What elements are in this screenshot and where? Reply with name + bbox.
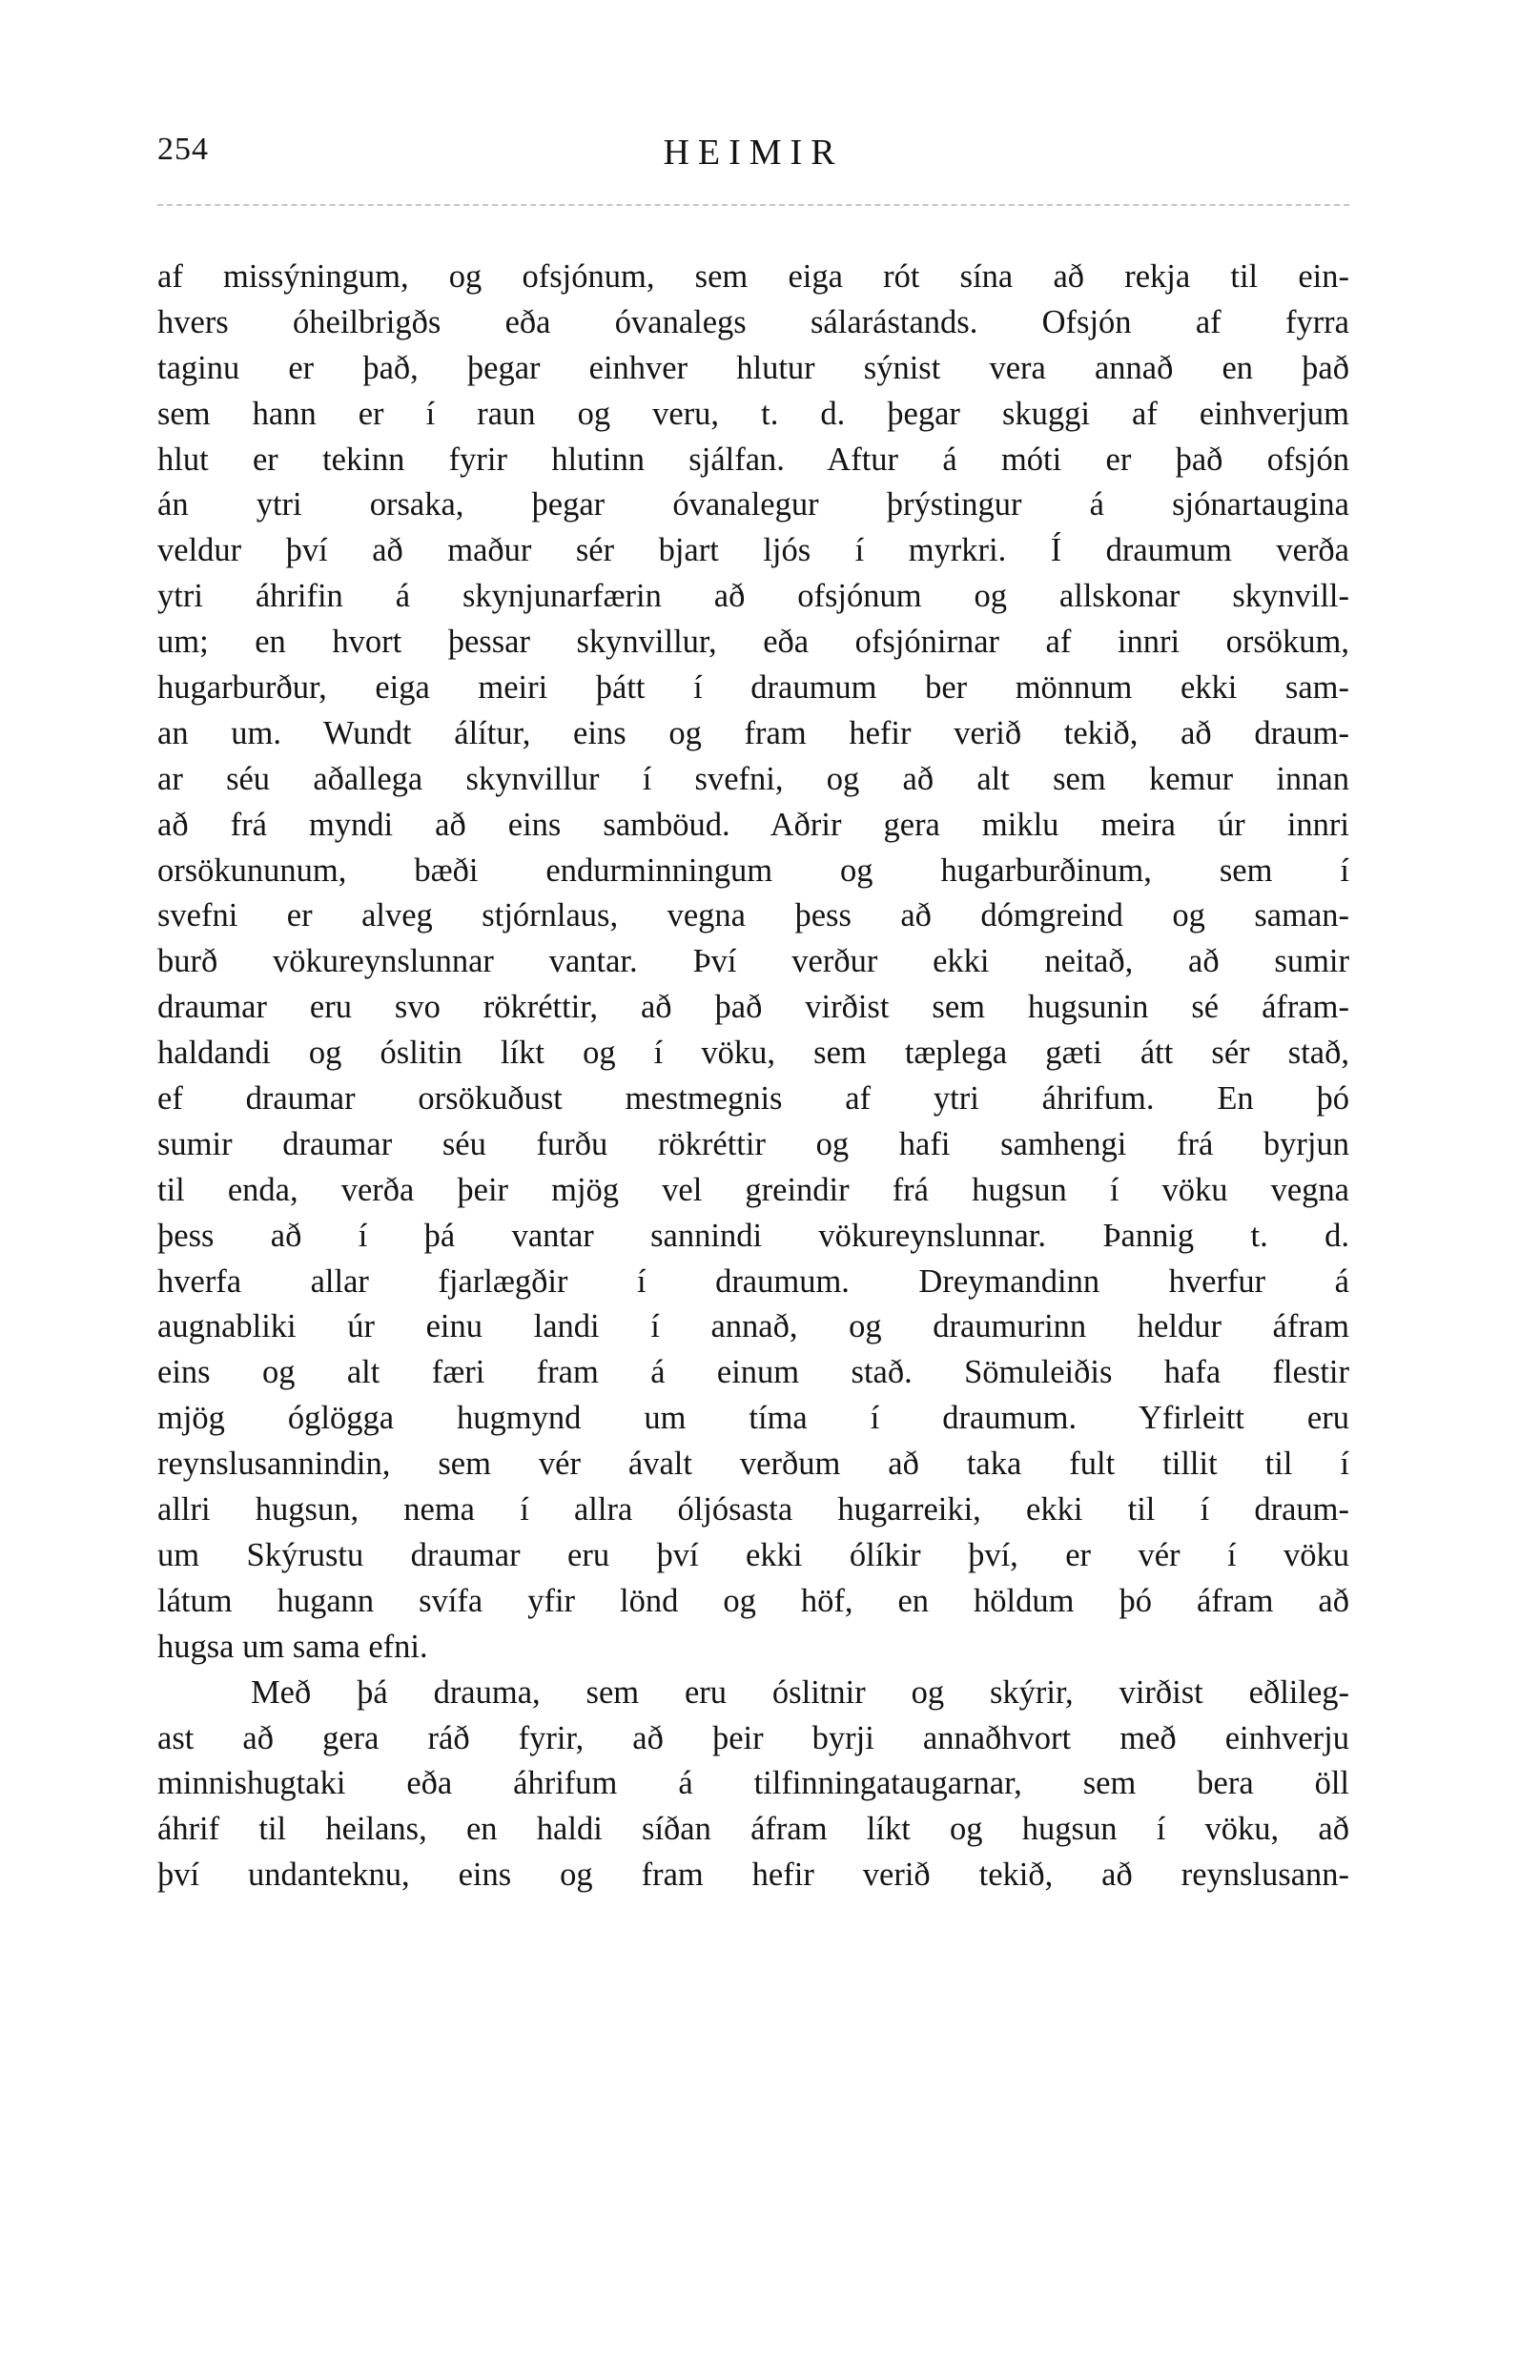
text-line: burð vökureynslunnar vantar. Því verður ekki neitað, að sumir [157,943,1349,980]
text-line: um; en hvort þessar skynvillur, eða ofsjónirnar af innri orsökum, [157,624,1349,661]
text-line: án ytri orsaka, þegar óvanalegur þrýstingur á sjónartaugina [157,486,1349,523]
text-line: hugarburður, eiga meiri þátt í draumum ber mönnum ekki sam- [157,669,1349,707]
text-line: eins og alt færi fram á einum stað. Sömuleiðis hafa flestir [157,1354,1349,1391]
text-line: ytri áhrifin á skynjunarfærin að ofsjónum og allskonar skynvill- [157,578,1349,615]
body-text [157,255,1349,1898]
text-line: mjög óglögga hugmynd um tíma í draumum. Yfirleitt eru [157,1400,1349,1437]
text-line: ast að gera ráð fyrir, að þeir byrji annaðhvort með einhverju [157,1719,1349,1756]
text-line: sem hann er í raun og veru, t. d. þegar skuggi af einhverjum [157,395,1349,432]
text-line: veldur því að maður sér bjart ljós í myrkri. Í draumum verða [157,532,1349,569]
text-line: að frá myndi að eins samböud. Aðrir gera miklu meira úr innri [157,806,1349,843]
text-line: af missýningum, og ofsjónum, sem eiga rót sína að rekja til ein- [157,258,1349,295]
text-line: minnishugtaki eða áhrifum á tilfinningataugarnar, sem bera öll [157,1765,1349,1802]
text-line: svefni er alveg stjórnlaus, vegna þess að dómgreind og saman- [157,897,1349,934]
text-line: til enda, verða þeir mjög vel greindir frá hugsun í vöku vegna [157,1171,1349,1208]
header-rule [157,204,1349,206]
text-line: ef draumar orsökuðust mestmegnis af ytri áhrifum. En þó [157,1080,1349,1118]
text-line: látum hugann svífa yfir lönd og höf, en höldum þó áfram að [157,1582,1349,1619]
text-line: því undanteknu, eins og fram hefir verið tekið, að reynslusann- [157,1857,1349,1894]
text-line: orsökununum, bæði endurminningum og hugarburðinum, sem í [157,851,1349,889]
text-line: ar séu aðallega skynvillur í svefni, og að alt sem kemur innan [157,760,1349,797]
text-line: hvers óheilbrigðs eða óvanalegs sálarástands. Ofsjón af fyrra [157,303,1349,340]
text-line: þess að í þá vantar sannindi vökureynslunnar. Þannig t. d. [157,1217,1349,1254]
page-header [157,132,1349,189]
text-line: draumar eru svo rökréttir, að það virðist sem hugsunin sé áfram- [157,989,1349,1026]
text-line: áhrif til heilans, en haldi síðan áfram líkt og hugsun í vöku, að [157,1811,1349,1848]
text-line: taginu er það, þegar einhver hlutur sýnist vera annað en það [157,349,1349,386]
text-line: an um. Wundt álítur, eins og fram hefir verið tekið, að draum- [157,714,1349,751]
text-line: haldandi og óslitin líkt og í vöku, sem tæplega gæti átt sér stað, [157,1035,1349,1072]
text-line: allri hugsun, nema í allra óljósasta hugarreiki, ekki til í draum- [157,1491,1349,1529]
text-line: hverfa allar fjarlægðir í draumum. Dreymandinn hverfur á [157,1262,1349,1300]
paragraph-start-line: Með þá drauma, sem eru óslitnir og skýrir, virðist eðlileg- [251,1673,1349,1711]
running-title: HEIMIR [663,133,844,173]
text-line: reynslusannindin, sem vér ávalt verðum að taka fult tillit til í [157,1446,1349,1483]
page-number: 254 [157,132,209,167]
text-line: um Skýrustu draumar eru því ekki ólíkir því, er vér í vöku [157,1536,1349,1573]
text-line: hlut er tekinn fyrir hlutinn sjálfan. Aftur á móti er það ofsjón [157,441,1349,478]
text-line: sumir draumar séu furðu rökréttir og hafi samhengi frá byrjun [157,1125,1349,1162]
paragraph-end-line: hugsa um sama efni. [157,1628,428,1665]
text-line: augnabliki úr einu landi í annað, og draumurinn heldur áfram [157,1308,1349,1345]
